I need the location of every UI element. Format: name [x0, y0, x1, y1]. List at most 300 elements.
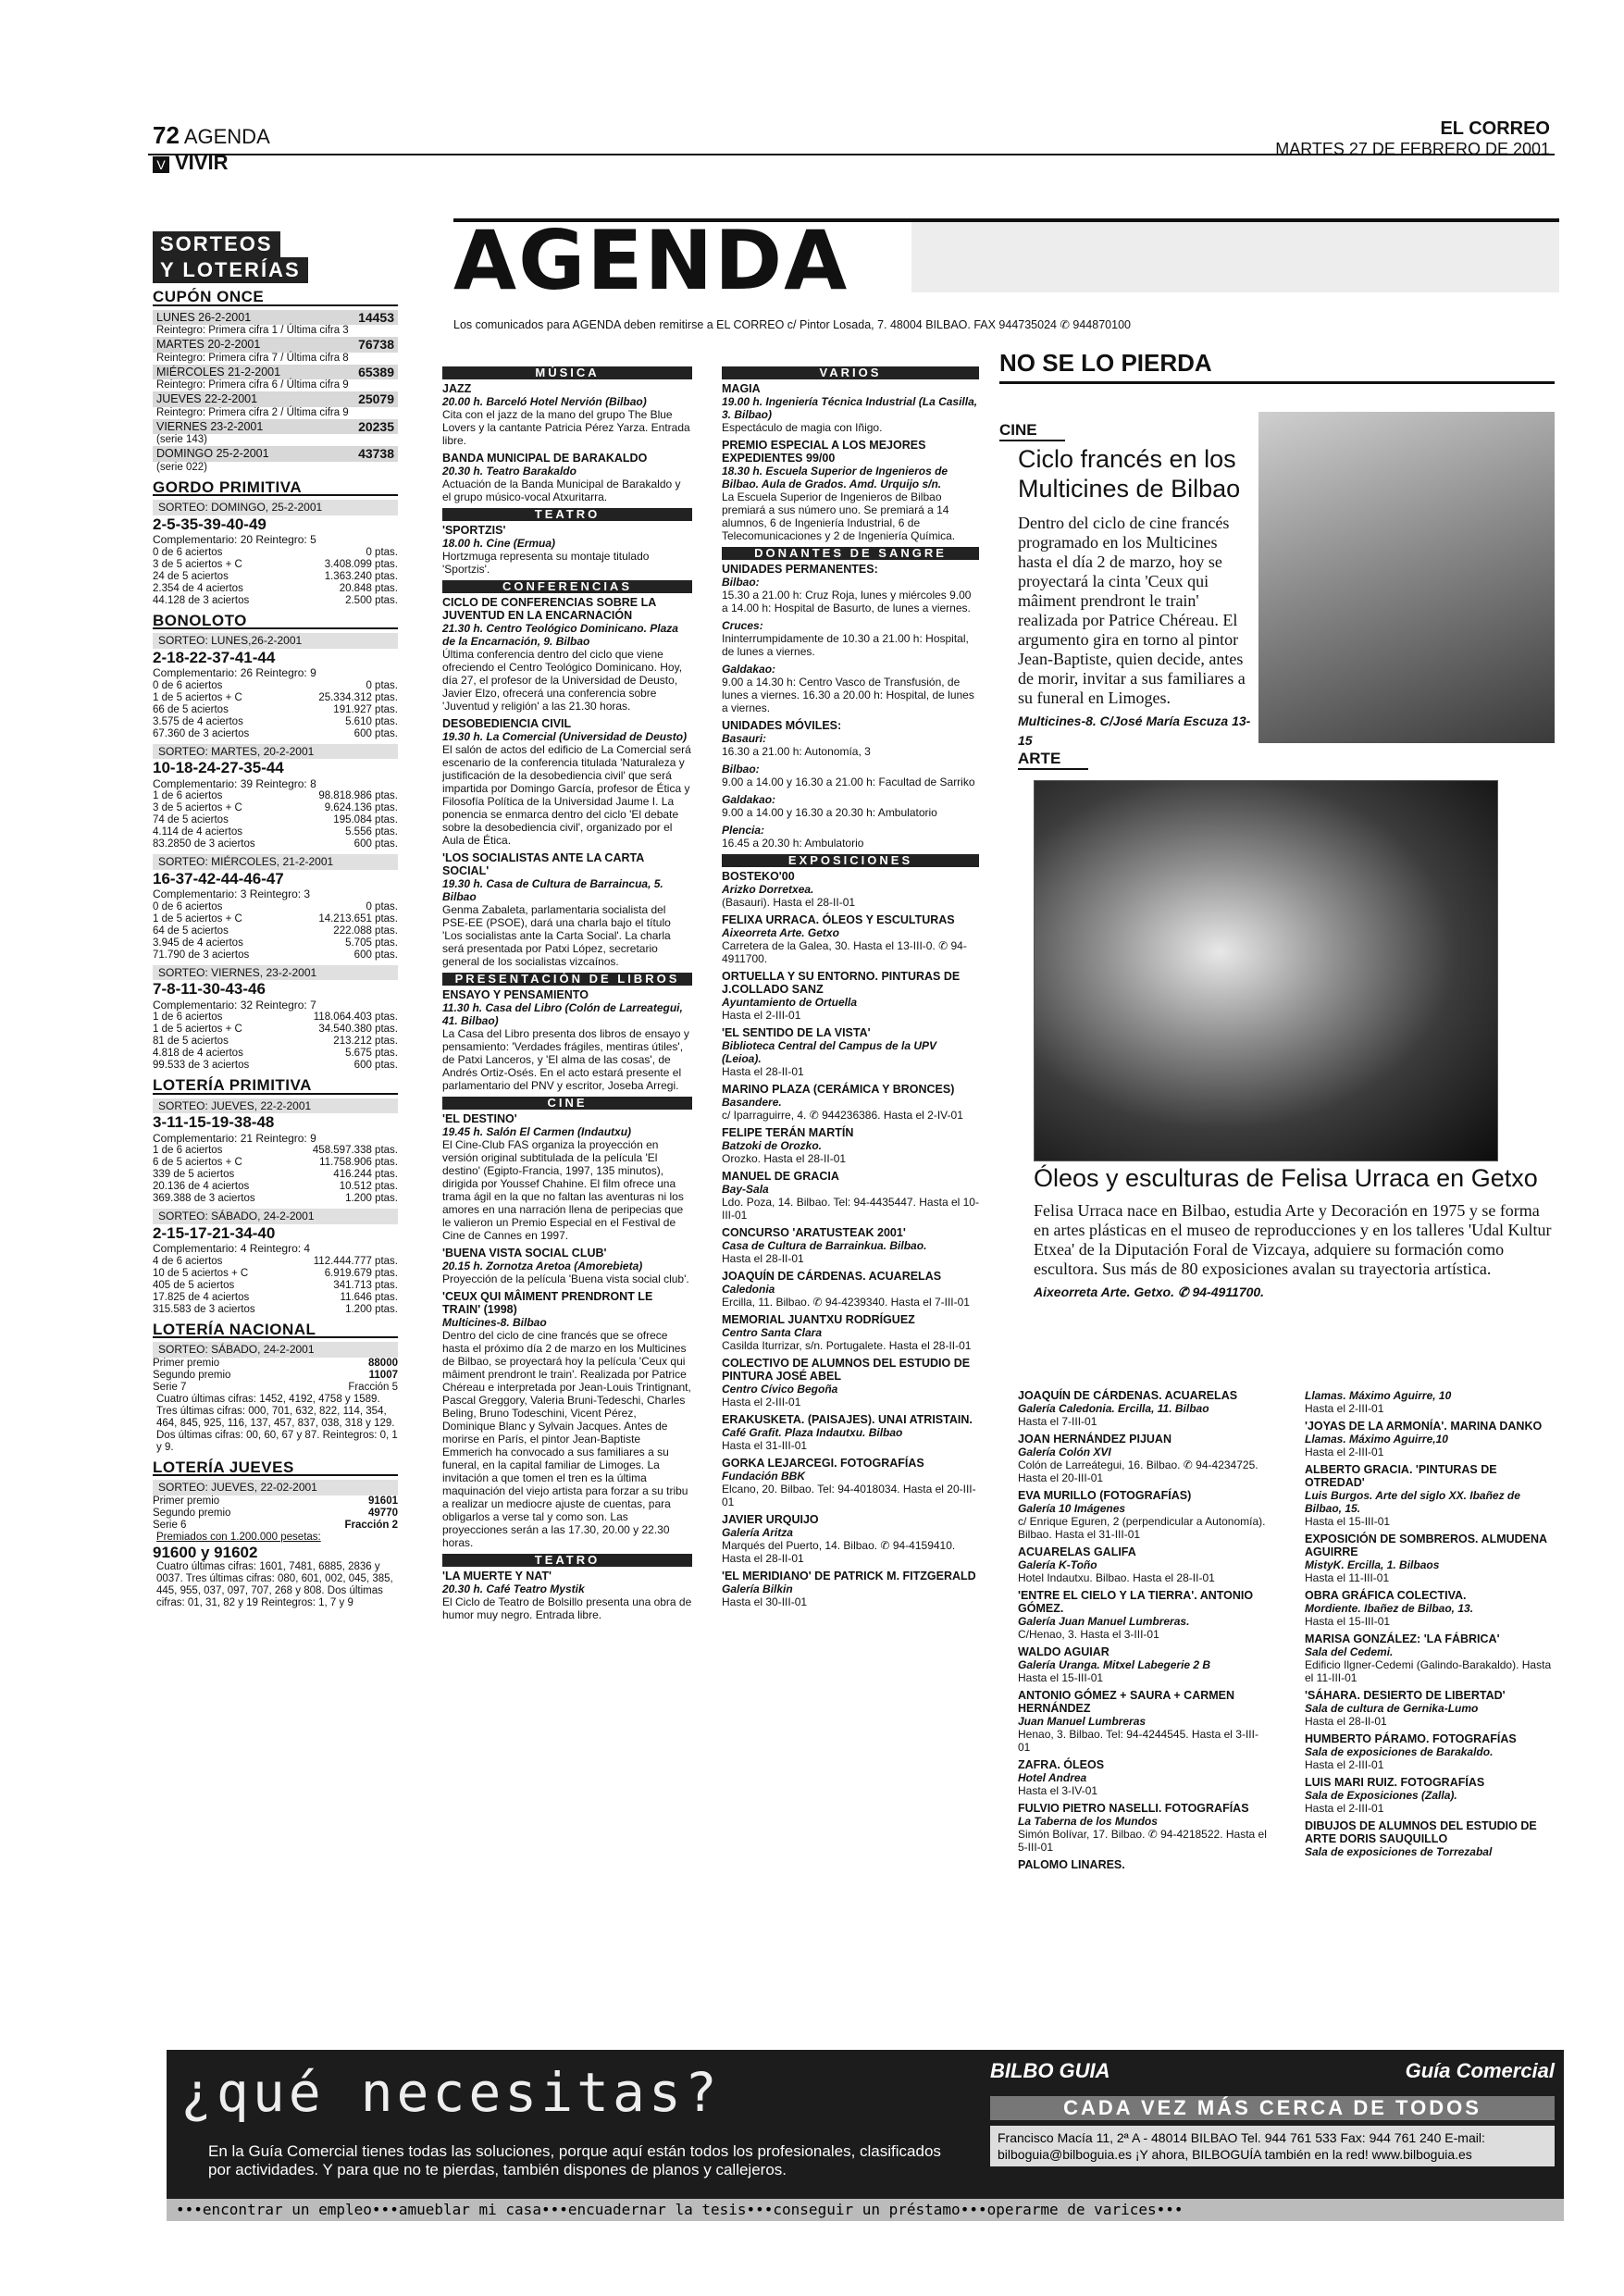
- agenda-entry: [722, 1226, 979, 1265]
- paper-name: EL CORREO: [1440, 118, 1550, 139]
- agenda-title: AGENDA: [453, 213, 849, 308]
- winning-numbers: 2-15-17-21-34-40: [153, 1223, 276, 1242]
- prize-amount: 118.064.403 ptas.: [313, 1011, 398, 1023]
- section-bar: MÚSICA: [442, 366, 692, 379]
- complementary: Complementario: 4 Reintegro: 4: [153, 1242, 311, 1255]
- entry-venue: Café Grafit. Plaza Indautxu. Bilbao: [722, 1426, 903, 1439]
- entry-venue: 20.00 h. Barceló Hotel Nervión (Bilbao): [442, 395, 647, 408]
- prize-hits: 10 de 5 aciertos + C: [153, 1267, 249, 1279]
- entry-body: Hasta el 31-III-01: [722, 1439, 808, 1452]
- prize-amount: 25.334.312 ptas.: [318, 691, 398, 703]
- once-row: [153, 365, 398, 380]
- entry-venue: Hotel Andrea: [1018, 1771, 1087, 1784]
- prize-hits: 3 de 5 aciertos + C: [153, 558, 242, 570]
- complementary: Complementario: 20 Reintegro: 5: [153, 533, 316, 546]
- agenda-entry: [722, 970, 979, 1022]
- once-note: Reintegro: Primera cifra 7 / Última cifra 8: [156, 352, 349, 364]
- draw-label: SORTEO: JUEVES, 22-2-2001: [153, 1098, 398, 1114]
- draw-label: SORTEO: SÁBADO, 24-2-2001: [153, 1342, 398, 1358]
- entry-title: FULVIO PIETRO NASELLI. FOTOGRAFÍAS: [1018, 1802, 1249, 1815]
- entry-body: Hasta el 2-III-01: [1305, 1802, 1384, 1815]
- entry-body: Edificio Ilgner-Cedemi (Galindo-Barakaldo). Hasta el 11-III-01: [1305, 1658, 1552, 1684]
- agenda-entry: [442, 524, 692, 576]
- entry-title: JAZZ: [442, 382, 472, 395]
- winning-numbers: 7-8-11-30-43-46: [153, 980, 266, 998]
- entry-title: CONCURSO 'ARATUSTEAK 2001': [722, 1226, 906, 1239]
- entry-title: OBRA GRÁFICA COLECTIVA.: [1305, 1589, 1467, 1602]
- entry-venue: 11.30 h. Casa del Libro (Colón de Larreategui, 41. Bilbao): [442, 1001, 683, 1027]
- entry-body: Hasta el 28-II-01: [722, 1252, 804, 1265]
- agenda-intro: Los comunicados para AGENDA deben remitirse a EL CORREO c/ Pintor Losada, 7. 48004 BILBAO. FAX 944735024 ✆ 944870100: [453, 318, 1131, 331]
- section-bar: CINE: [442, 1097, 692, 1110]
- prize-hits: 81 de 5 aciertos: [153, 1036, 229, 1047]
- header-rule: [148, 154, 1555, 155]
- entry-title: DIBUJOS DE ALUMNOS DEL ESTUDIO DE ARTE DORIS SAUQUILLO: [1305, 1819, 1537, 1845]
- prize-amount: 14.213.651 ptas.: [318, 912, 398, 925]
- agenda-entry: [1018, 1545, 1268, 1584]
- entry-body: 9.00 a 14.00 y 16.30 a 21.00 h: Facultad de Sarriko: [722, 776, 975, 788]
- entry-venue: Galería Colón XVI: [1018, 1446, 1111, 1458]
- prize-hits: 1 de 5 aciertos + C: [153, 912, 242, 925]
- prize-hits: 74 de 5 aciertos: [153, 814, 229, 825]
- entry-body: Hasta el 7-III-01: [1018, 1415, 1097, 1428]
- draw-day: MARTES 20-2-2001: [156, 338, 261, 351]
- entry-title: JAVIER URQUIJO: [722, 1513, 819, 1526]
- entry-title: 'CEUX QUI MÂIMENT PRENDRONT LE TRAIN' (1998): [442, 1290, 653, 1316]
- agenda-entry: [722, 1126, 979, 1165]
- prize-table: [153, 547, 398, 607]
- ad-contact: Francisco Macía 11, 2ª A - 48014 BILBAO Tel. 944 761 533 Fax: 944 761 240 E-mail: bilboguia@bilboguia.es ¡Y ahora, BILBOGUÍA también en la red! www.bilboguia.es: [990, 2126, 1555, 2166]
- prize-amount: 191.927 ptas.: [333, 703, 398, 715]
- entry-title: 'LA MUERTE Y NAT': [442, 1570, 552, 1582]
- entry-venue: Bay-Sala: [722, 1183, 769, 1196]
- entry-body: Hasta el 15-III-01: [1305, 1515, 1391, 1528]
- premiados-label: Premiados con 1.200.000 pesetas:: [156, 1531, 321, 1543]
- prize-row: [153, 901, 398, 913]
- arte-category: ARTE: [1018, 750, 1088, 770]
- prize-amount: 112.444.777 ptas.: [313, 1255, 398, 1267]
- agenda-entry: [1305, 1533, 1555, 1584]
- agenda-entry: [1018, 1645, 1268, 1684]
- entry-title: WALDO AGUIAR: [1018, 1645, 1110, 1658]
- entry-title: ACUARELAS GALIFA: [1018, 1545, 1136, 1558]
- entry-body: Hasta el 2-III-01: [1305, 1402, 1384, 1415]
- prize-row: [153, 728, 398, 740]
- once-row: [153, 391, 398, 407]
- prize-row: [153, 1048, 398, 1060]
- prize-hits: 66 de 5 aciertos: [153, 703, 229, 715]
- agenda-entry: [722, 824, 979, 850]
- ad-text: En la Guía Comercial tienes todas las soluciones, porque aquí están todos los profesionales, clasificados por actividades. Y para que no te pierdas, también dispones de planos y callejeros.: [208, 2142, 941, 2178]
- agenda-entry: [442, 382, 692, 447]
- entry-venue: Ayuntamiento de Ortuella: [722, 996, 858, 1009]
- agenda-entry: [722, 1170, 979, 1222]
- agenda-entry: [722, 619, 979, 658]
- agenda-entry: [1305, 1420, 1555, 1458]
- ad-headline: ¿qué necesitas?: [180, 2061, 721, 2124]
- primitiva-draws: [153, 1098, 398, 1316]
- entry-body: Henao, 3. Bilbao. Tel: 94-4244545. Hasta el 3-III-01: [1018, 1728, 1258, 1754]
- agenda-entry: [722, 663, 979, 714]
- page-number: 72: [153, 121, 180, 149]
- prize-row: [153, 1292, 398, 1304]
- once-number: 76738: [358, 337, 394, 352]
- prize-amount: 222.088 ptas.: [333, 925, 398, 937]
- prize-table: [153, 1145, 398, 1205]
- entry-body: Colón de Larreátegui, 16. Bilbao. ✆ 94-4234725. Hasta el 20-III-01: [1018, 1458, 1258, 1484]
- agenda-entry: [1018, 1689, 1268, 1754]
- section-bar: EXPOSICIONES: [722, 854, 979, 867]
- prize-hits: 24 de 5 aciertos: [153, 570, 229, 582]
- prize-row: [153, 1145, 398, 1157]
- prize-row: [153, 1193, 398, 1205]
- entry-venue: Biblioteca Central del Campus de la UPV (Leioa).: [722, 1039, 937, 1065]
- agenda-entry: [722, 1313, 979, 1352]
- entry-venue: Sala de exposiciones de Barakaldo.: [1305, 1745, 1494, 1758]
- prize-hits: 17.825 de 4 aciertos: [153, 1291, 250, 1303]
- subsection-letter: V: [153, 156, 169, 173]
- prize-row: [153, 826, 398, 838]
- entry-title: DESOBEDIENCIA CIVIL: [442, 717, 572, 730]
- prize-hits: 4.818 de 4 aciertos: [153, 1048, 243, 1059]
- jueves-extra: Cuatro últimas cifras: 1601, 7481, 6885, 2836 y 0037. Tres últimas cifras: 080, 601, 002, 045, 385, 445, 955, 037, 097, 707, 268 y 808. Dos últimas cifras: 01, 31, 82 y 19 Reintegros: 1, 7 y 9: [156, 1561, 393, 1608]
- once-note: Reintegro: Primera cifra 6 / Última cifra 9: [156, 379, 349, 391]
- entry-venue: Galería K-Toño: [1018, 1558, 1097, 1571]
- prize-row: [153, 1060, 398, 1072]
- draw-day: DOMINGO 25-2-2001: [156, 447, 269, 460]
- agenda-entry: [722, 1083, 979, 1122]
- complementary: Complementario: 3 Reintegro: 3: [153, 887, 311, 900]
- agenda-entry: [1018, 1858, 1268, 1871]
- agenda-entry: [722, 1270, 979, 1309]
- winning-numbers: 10-18-24-27-35-44: [153, 759, 284, 776]
- entry-body: Hortzmuga representa su montaje titulado 'Sportzis'.: [442, 550, 650, 576]
- entry-venue: 18.30 h. Escuela Superior de Ingenieros de Bilbao. Aula de Grados. Amd. Urquijo s/n.: [722, 465, 948, 490]
- agenda-entry: [1305, 1463, 1555, 1528]
- entry-body: El Cine-Club FAS organiza la proyección en versión original subtitulada de la película 'El destino' (Egipto-Francia, 1997, 135 minutos), dirigida por Youssef Chahine. El film ofrece una trama ágil en la que no faltan las aventuras ni los amores en una narración llena de peripecias que le valieron un Premio Especial en el Festival de Cine de Cannes en 1997.: [442, 1138, 684, 1242]
- entry-venue: Cruces:: [722, 619, 763, 632]
- prize-amount: 5.556 ptas.: [345, 826, 398, 838]
- entry-title: COLECTIVO DE ALUMNOS DEL ESTUDIO DE PINTURA JOSÉ ABEL: [722, 1357, 971, 1383]
- bilbo-guia-logo: BILBO GUIA: [990, 2059, 1110, 2082]
- entry-venue: 19.00 h. Ingeniería Técnica Industrial (La Casilla, 3. Bilbao): [722, 395, 978, 421]
- entry-title: MARINO PLAZA (CERÁMICA Y BRONCES): [722, 1083, 955, 1096]
- prize-hits: 405 de 5 aciertos: [153, 1279, 235, 1291]
- agenda-entry: [1018, 1758, 1268, 1797]
- entry-body: Hasta el 3-IV-01: [1018, 1784, 1098, 1797]
- entry-venue: Caledonia: [722, 1283, 775, 1296]
- entry-title: UNIDADES MÓVILES:: [722, 719, 842, 732]
- prize-row: [153, 1181, 398, 1193]
- entry-title: ZAFRA. ÓLEOS: [1018, 1758, 1105, 1771]
- entry-body: El salón de actos del edificio de La Comercial será escenario de la conferencia titulada 'Naturaleza y justificación de la desobediencia civil' que será impartida por Domingo García, profesor de Ética y Filosofía Política de la Universidad Jaume I. La ponencia se enmarca dentro del ciclo 'El debate sobre la desobediencia civil', organizado por el Aula de Ética.: [442, 743, 691, 847]
- prize-hits: 369.388 de 3 aciertos: [153, 1193, 255, 1204]
- agenda-entry: [1305, 1819, 1555, 1858]
- page-header-left: [153, 122, 270, 176]
- arte-painting: [1034, 780, 1498, 1161]
- section-bar: VARIOS: [722, 366, 979, 379]
- agenda-entry: [722, 913, 979, 965]
- entry-title: FELIXA URRACA. ÓLEOS Y ESCULTURAS: [722, 913, 955, 926]
- entry-title: 'ENTRE EL CIELO Y LA TIERRA'. ANTONIO GÓMEZ.: [1018, 1589, 1254, 1615]
- agenda-column-4: [1305, 1389, 1555, 1863]
- entry-title: GORKA LEJARCEGI. FOTOGRAFÍAS: [722, 1457, 924, 1470]
- prize-hits: 1 de 6 aciertos: [153, 790, 223, 801]
- once-number: 14453: [358, 309, 394, 325]
- entry-title: 'JOYAS DE LA ARMONÍA'. MARINA DANKO: [1305, 1420, 1543, 1433]
- prize-hits: 2.354 de 4 aciertos: [153, 582, 243, 594]
- agenda-entry: [1305, 1632, 1555, 1684]
- premiados-numbers: 91600 y 91602: [153, 1543, 258, 1561]
- prize-hits: 6 de 5 aciertos + C: [153, 1157, 242, 1168]
- serie-fraccion: Serie 7 Fracción 5: [153, 1381, 398, 1393]
- prize-hits: 64 de 5 aciertos: [153, 925, 229, 937]
- draw-label: SORTEO: DOMINGO, 25-2-2001: [153, 500, 398, 515]
- entry-title: UNIDADES PERMANENTES:: [722, 563, 878, 576]
- agenda-entry: [442, 452, 692, 503]
- entry-venue: 21.30 h. Centro Teológico Dominicano. Plaza de la Encarnación, 9. Bilbao: [442, 622, 678, 648]
- entry-venue: Mordiente. Ibañez de Bilbao, 13.: [1305, 1602, 1474, 1615]
- draw-label: SORTEO: JUEVES, 22-02-2001: [153, 1480, 398, 1496]
- prize-hits: 1 de 6 aciertos: [153, 1011, 223, 1023]
- entry-title: LUIS MARI RUIZ. FOTOGRAFÍAS: [1305, 1776, 1485, 1789]
- draw-day: MIÉRCOLES 21-2-2001: [156, 365, 281, 379]
- entry-body: 9.00 a 14.30 h: Centro Vasco de Transfusión, de lunes a viernes. 16.30 a 20.00 h: Hospital, de lunes a viernes.: [722, 676, 974, 714]
- prize-amount: 3.408.099 ptas.: [324, 558, 398, 570]
- entry-body: Hasta el 2-III-01: [1305, 1758, 1384, 1771]
- entry-body: C/Henao, 3. Hasta el 3-III-01: [1018, 1628, 1159, 1641]
- entry-venue: Arizko Dorretxea.: [722, 883, 814, 896]
- entry-venue: Bilbao:: [722, 763, 760, 776]
- subsection-name: VIVIR: [175, 151, 229, 174]
- cine-place: Multicines-8. C/José María Escuza 13-15: [1018, 714, 1251, 748]
- prize-amount: 20.848 ptas.: [339, 582, 398, 594]
- entry-venue: Llamas. Máximo Aguirre,10: [1305, 1433, 1448, 1446]
- complementary: Complementario: 26 Reintegro: 9: [153, 666, 316, 679]
- once-number: 65389: [358, 364, 394, 379]
- agenda-entry: [722, 1357, 979, 1409]
- prize-amount: 10.512 ptas.: [339, 1181, 398, 1192]
- entry-title: MARISA GONZÁLEZ: 'LA FÁBRICA': [1305, 1632, 1500, 1645]
- entry-title: MEMORIAL JUANTXU RODRÍGUEZ: [722, 1313, 915, 1326]
- entry-venue: 20.30 h. Café Teatro Mystik: [442, 1582, 585, 1595]
- entry-venue: 19.45 h. Salón El Carmen (Indautxu): [442, 1125, 632, 1138]
- entry-body: c/ Enrique Eguren, 2 (perpendicular a Autonomía). Bilbao. Hasta el 31-III-01: [1018, 1515, 1266, 1541]
- highlights-heading: NO SE LO PIERDA: [999, 349, 1555, 384]
- agenda-entry: [442, 1247, 692, 1285]
- arte-body: Felisa Urraca nace en Bilbao, estudia Arte y Decoración en 1975 y se forma en artes plásticas en el museo de reproducciones y en los talleres 'Udal Kultur Etxea' de la Diputación Foral de Vizcaya, adquiere su formación como escultora. Sus más de 80 exposiciones avalan su trayectoria artística. Aixeorreta Arte. Getxo. ✆ 94-4911700.: [1034, 1201, 1552, 1302]
- second-prize: Segundo premio 49770: [153, 1507, 398, 1519]
- entry-title: PREMIO ESPECIAL A LOS MEJORES EXPEDIENTES 99/00: [722, 439, 926, 465]
- once-title: CUPÓN ONCE: [153, 291, 398, 306]
- prize-amount: 0 ptas.: [366, 679, 398, 691]
- prize-amount: 5.610 ptas.: [345, 715, 398, 727]
- agenda-entry: [722, 439, 979, 542]
- cine-category: CINE: [999, 421, 1065, 441]
- draw-label: SORTEO: MIÉRCOLES, 21-2-2001: [153, 854, 398, 870]
- entry-venue: 18.00 h. Cine (Ermua): [442, 537, 556, 550]
- once-note: Reintegro: Primera cifra 1 / Última cifra 3: [156, 325, 349, 336]
- agenda-entry: [442, 1570, 692, 1621]
- entry-body: 16.45 a 20.30 h: Ambulatorio: [722, 837, 864, 850]
- entry-title: JOAQUÍN DE CÁRDENAS. ACUARELAS: [722, 1270, 942, 1283]
- entry-venue: Galería Caledonia. Ercilla, 11. Bilbao: [1018, 1402, 1209, 1415]
- prize-row: [153, 716, 398, 728]
- jueves-title: LOTERÍA JUEVES: [153, 1461, 398, 1477]
- prize-amount: 195.084 ptas.: [333, 814, 398, 825]
- prize-row: [153, 1036, 398, 1048]
- entry-body: Hasta el 15-III-01: [1305, 1615, 1391, 1628]
- prize-hits: 83.2850 de 3 aciertos: [153, 838, 255, 850]
- prize-amount: 341.713 ptas.: [333, 1279, 398, 1291]
- prize-amount: 1.363.240 ptas.: [324, 570, 398, 582]
- agenda-entry: [1018, 1589, 1268, 1641]
- entry-body: La Escuela Superior de Ingenieros de Bilbao premiará a sus número uno. Se premiará a 14 alumnos, 6 de Ingeniería Industrial, 6 de Telecomunicaciones y 2 de Ingeniería Química.: [722, 490, 956, 542]
- prize-amount: 600 ptas.: [353, 1060, 398, 1071]
- prize-hits: 1 de 5 aciertos + C: [153, 691, 242, 703]
- prize-amount: 9.624.136 ptas.: [324, 802, 398, 813]
- prize-amount: 98.818.986 ptas.: [318, 790, 398, 801]
- entry-title: 'SÁHARA. DESIERTO DE LIBERTAD': [1305, 1689, 1506, 1702]
- entry-venue: Galería Uranga. Mitxel Labegerie 2 B: [1018, 1658, 1211, 1671]
- entry-venue: Fundación BBK: [722, 1470, 805, 1483]
- draw-day: JUEVES 22-2-2001: [156, 392, 258, 405]
- agenda-entry: [1305, 1732, 1555, 1771]
- entry-venue: Aixeorreta Arte. Getxo: [722, 926, 839, 939]
- entry-title: ENSAYO Y PENSAMIENTO: [442, 988, 589, 1001]
- entry-body: (Basauri). Hasta el 28-II-01: [722, 896, 856, 909]
- entry-body: Última conferencia dentro del ciclo que viene ofreciendo el Centro Teológico Dominicano. Hoy, día 27, el profesor de la Universidad de Deusto, Javier Elzo, ofrecerá una conferencia sobre 'Juventud y religión' a las 21.30 horas.: [442, 648, 683, 713]
- once-row: [153, 310, 398, 326]
- once-row: [153, 337, 398, 353]
- entry-venue: Basandere.: [722, 1096, 782, 1109]
- agenda-entry: [442, 717, 692, 847]
- prize-row: [153, 949, 398, 962]
- prize-row: [153, 704, 398, 716]
- once-row: [153, 419, 398, 435]
- prize-row: [153, 559, 398, 571]
- nacional-title: LOTERÍA NACIONAL: [153, 1323, 398, 1339]
- draw-label: SORTEO: SÁBADO, 24-2-2001: [153, 1209, 398, 1224]
- prize-hits: 0 de 6 aciertos: [153, 900, 223, 912]
- prize-row: [153, 838, 398, 850]
- agenda-entry: [1018, 1433, 1268, 1484]
- entry-title: ALBERTO GRACIA. 'PINTURAS DE OTREDAD': [1305, 1463, 1497, 1489]
- prize-amount: 5.705 ptas.: [345, 937, 398, 949]
- first-prize: Primer premio 88000: [153, 1357, 398, 1369]
- entry-venue: 19.30 h. Casa de Cultura de Barraincua, 5. Bilbao: [442, 877, 663, 903]
- entry-body: Genma Zabaleta, parlamentaria socialista del PSE-EE (PSOE), dará una charla bajo el título 'Los socialistas ante la Carta Social'. La charla será presentada por Patxi López, secretario general de los socialistas vizcaínos.: [442, 903, 671, 968]
- entry-venue: Bilbao:: [722, 576, 760, 589]
- agenda-column-2: [722, 363, 979, 1613]
- prize-amount: 213.212 ptas.: [333, 1036, 398, 1047]
- prize-amount: 0 ptas.: [366, 900, 398, 912]
- prize-row: [153, 692, 398, 704]
- entry-title: JOAQUÍN DE CÁRDENAS. ACUARELAS: [1018, 1389, 1238, 1402]
- entry-body: Hasta el 30-III-01: [722, 1595, 808, 1608]
- entry-venue: Galdakao:: [722, 663, 776, 676]
- entry-body: Casilda Iturrizar, s/n. Portugalete. Hasta el 28-II-01: [722, 1339, 972, 1352]
- second-prize: Segundo premio 11007: [153, 1369, 398, 1381]
- entry-body: Hasta el 2-III-01: [1305, 1446, 1384, 1458]
- entry-title: ANTONIO GÓMEZ + SAURA + CARMEN HERNÁNDEZ: [1018, 1689, 1235, 1715]
- entry-venue: Basauri:: [722, 732, 767, 745]
- agenda-entry: [722, 870, 979, 909]
- agenda-entry: [442, 1112, 692, 1242]
- prize-row: [153, 1268, 398, 1280]
- prize-table: [153, 1256, 398, 1316]
- entry-venue: Centro Santa Clara: [722, 1326, 823, 1339]
- section-bar: TEATRO: [442, 1554, 692, 1567]
- entry-body: Ercilla, 11. Bilbao. ✆ 94-4239340. Hasta el 7-III-01: [722, 1296, 970, 1309]
- entry-body: Actuación de la Banda Municipal de Barakaldo y el grupo músico-vocal Atxuritarra.: [442, 478, 681, 503]
- section-name: AGENDA: [183, 125, 270, 148]
- entry-venue: Luis Burgos. Arte del siglo XX. Ibañez de Bilbao, 15.: [1305, 1489, 1520, 1515]
- entry-title: FELIPE TERÁN MARTÍN: [722, 1126, 854, 1139]
- complementary: Complementario: 32 Reintegro: 7: [153, 998, 316, 1011]
- prize-row: [153, 583, 398, 595]
- agenda-entry: [442, 1290, 692, 1549]
- entry-venue: 20.15 h. Zornotza Aretoa (Amorebieta): [442, 1260, 643, 1272]
- guia-comercial-ad: [167, 2050, 1564, 2221]
- prize-row: [153, 1280, 398, 1292]
- entry-body: Hasta el 11-III-01: [1305, 1571, 1390, 1584]
- section-bar: PRESENTACIÓN DE LIBROS: [442, 973, 692, 986]
- agenda-column-3: [1018, 1389, 1268, 1876]
- entry-title: MAGIA: [722, 382, 761, 395]
- once-results: [153, 310, 398, 474]
- entry-venue: Sala de exposiciones de Torrezabal: [1305, 1845, 1493, 1858]
- entry-body: Espectáculo de magia con Iñigo.: [722, 421, 883, 434]
- prize-amount: 11.758.906 ptas.: [319, 1157, 398, 1168]
- bonoloto-draws: [153, 633, 398, 1072]
- entry-venue: Galería Juan Manuel Lumbreras.: [1018, 1615, 1190, 1628]
- cine-title: Ciclo francés en los Multicines de Bilbao: [1018, 445, 1241, 503]
- prize-hits: 20.136 de 4 aciertos: [153, 1181, 250, 1192]
- prize-row: [153, 1011, 398, 1024]
- agenda-entry: [722, 382, 979, 434]
- prize-amount: 1.200 ptas.: [345, 1303, 398, 1315]
- agenda-entry: [442, 596, 692, 713]
- entry-venue: Galdakao:: [722, 793, 776, 806]
- entry-body: La Casa del Libro presenta dos libros de ensayo y pensamiento: 'Verdades frágiles, mentiras útiles', de Patxi Lanceros, y 'El alma de las cosas', de Andrés Ortiz-Osés. En el acto estará presente el parlamentario del PNV y escritor, Joseba Arregi.: [442, 1027, 689, 1092]
- ad-footer-strip: •••encontrar un empleo•••amueblar mi casa•••encuadernar la tesis•••conseguir un préstamo•••operarme de varices•••: [167, 2199, 1564, 2221]
- prize-row: [153, 937, 398, 949]
- prize-hits: 71.790 de 3 aciertos: [153, 949, 250, 961]
- prize-hits: 44.128 de 3 aciertos: [153, 594, 250, 606]
- arte-title: Óleos y esculturas de Felisa Urraca en Getxo: [1034, 1164, 1538, 1192]
- prize-table: [153, 1011, 398, 1072]
- entry-title: ERAKUSKETA. (PAISAJES). UNAI ATRISTAIN.: [722, 1413, 973, 1426]
- entry-body: 9.00 a 14.00 y 16.30 a 20.30 h: Ambulatorio: [722, 806, 937, 819]
- entry-body: Hasta el 2-III-01: [722, 1009, 801, 1022]
- arte-place: Aixeorreta Arte. Getxo. ✆ 94-4911700.: [1034, 1285, 1265, 1299]
- section-bar: TEATRO: [442, 508, 692, 521]
- entry-title: 'LOS SOCIALISTAS ANTE LA CARTA SOCIAL': [442, 851, 644, 877]
- once-note: (serie 143): [156, 434, 207, 445]
- prize-hits: 67.360 de 3 aciertos: [153, 727, 250, 739]
- entry-title: MANUEL DE GRACIA: [722, 1170, 839, 1183]
- entry-venue: Sala de cultura de Gernika-Lumo: [1305, 1702, 1479, 1715]
- agenda-entry: [722, 563, 979, 614]
- entry-venue: Galería Aritza: [722, 1526, 793, 1539]
- draw-label: SORTEO: MARTES, 20-2-2001: [153, 744, 398, 760]
- issue-date: MARTES 27 DE FEBRERO DE 2001: [1275, 140, 1550, 158]
- guia-comercial-logo: Guía Comercial: [1405, 2059, 1555, 2082]
- entry-title: BANDA MUNICIPAL DE BARAKALDO: [442, 452, 648, 465]
- entry-venue: Galería Bilkin: [722, 1582, 793, 1595]
- prize-table: [153, 680, 398, 740]
